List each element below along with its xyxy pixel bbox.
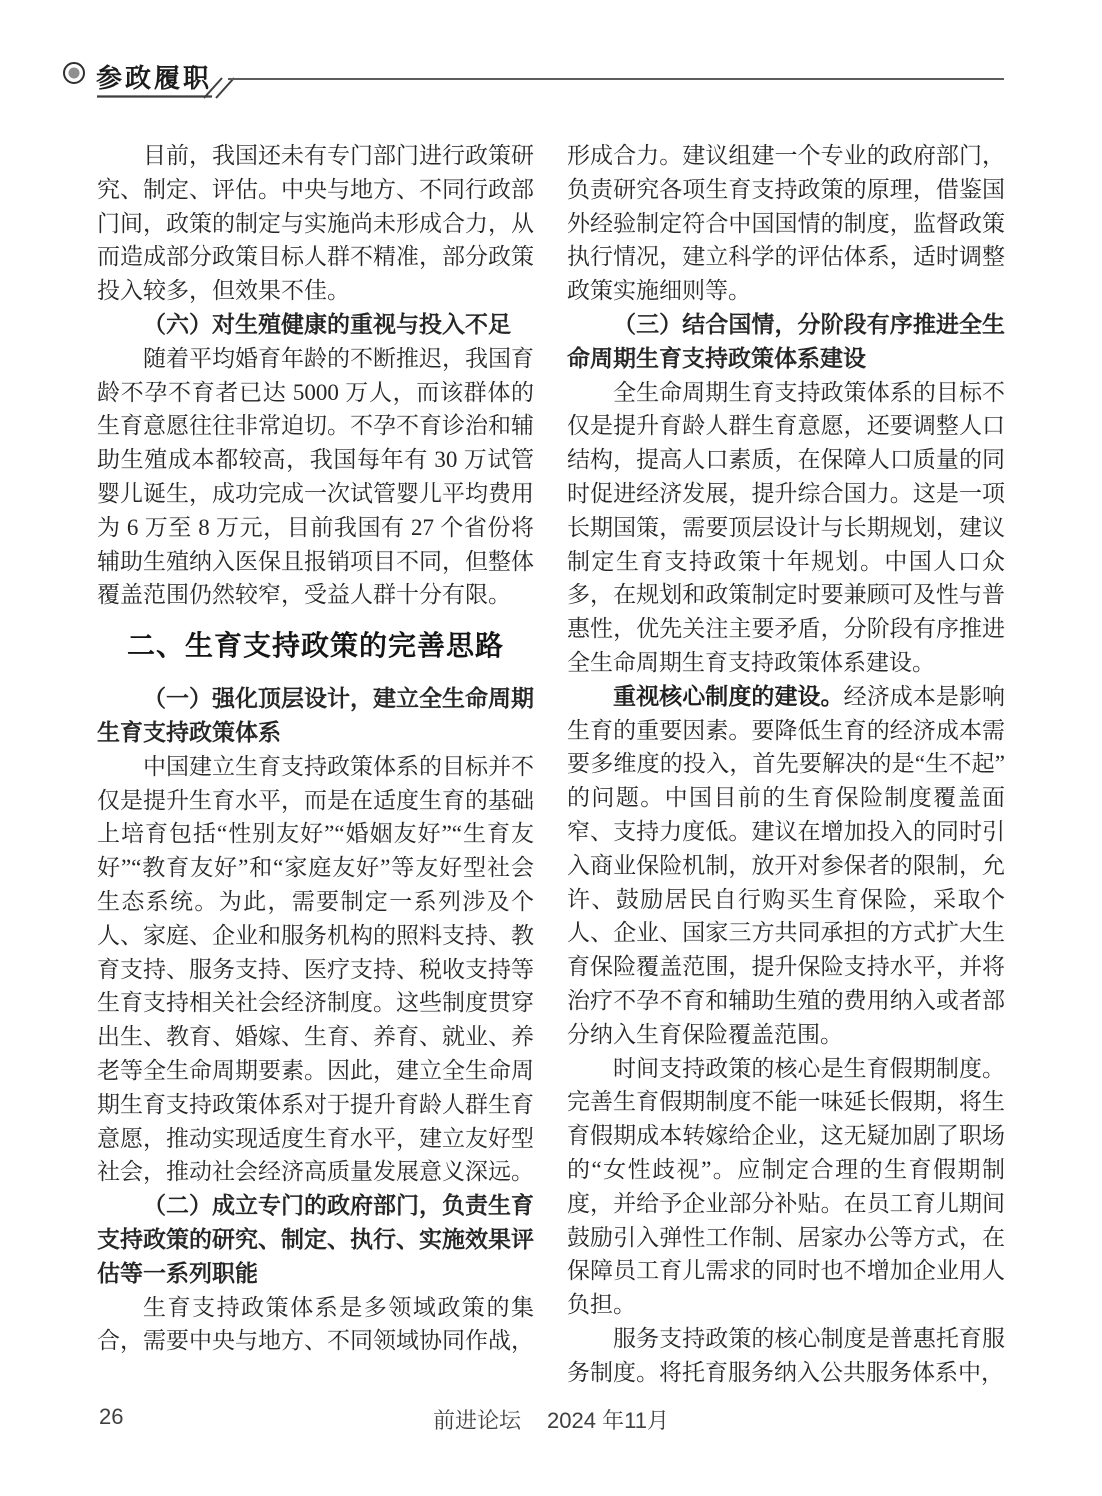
header-rule (60, 55, 1010, 110)
page-number: 26 (99, 1404, 124, 1429)
subheading: （三）结合国情，分阶段有序推进全生命周期生育支持政策体系建设 (567, 311, 1005, 371)
journal-name: 前进论坛 (433, 1408, 522, 1433)
subheading: （二）成立专门的政府部门，负责生育支持政策的研究、制定、执行、实施效果评估等一系列职能 (97, 1193, 534, 1286)
paragraph: 时间支持政策的核心是生育假期制度。完善生育假期制度不能一味延长假期，将生育假期成本转嫁给企业，这无疑加剧了职场的“女性歧视”。应制定合理的生育假期制度，并给予企业部分补贴。在员工育儿期间鼓励引入弹性工作制、居家办公等方式，在保障员工育儿需求的同时也不增加企业用人负担。 (567, 1055, 1005, 1318)
paragraph: 随着平均婚育年龄的不断推迟，我国育龄不孕不育者已达 5000 万人，而该群体的生育意愿往往非常迫切。不孕不育诊治和辅助生殖成本都较高，我国每年有 30 万试管婴儿诞生，成功完成一次试管婴儿平均费用为 6 万至 8 万元，目前我国有 27 个省份将辅助生殖纳入医保且报销项目不同，但整体覆盖范围仍然较窄，受益人群十分有限。 (97, 345, 534, 608)
subheading: （一）强化顶层设计，建立全生命周期生育支持政策体系 (97, 686, 534, 745)
paragraph: 服务支持政策的核心制度是普惠托育服务制度。将托育服务纳入公共服务体系中， (567, 1325, 1005, 1385)
issue-date: 2024 年11月 (547, 1408, 669, 1433)
paragraph: 中国建立生育支持政策体系的目标并不仅是提升生育水平，而是在适度生育的基础上培育包括“性别友好”“婚姻友好”“生育友好”“教育友好”和“家庭友好”等友好型社会生态系统。为此，需要制定一系列涉及个人、家庭、企业和服务机构的照料支持、教育支持、服务支持、医疗支持、税收支持等生育支持相关社会经济制度。这些制度贯穿出生、教育、婚嫁、生育、养育、就业、养老等全生命周期要素。因此，建立全生命周期生育支持政策体系对于提升育龄人群生育意愿，推动实现适度生育水平，建立友好型社会，推动社会经济高质量发展意义深远。 (97, 753, 534, 1185)
section-title: 二、生育支持政策的完善思路 (126, 630, 504, 662)
right-column (567, 139, 1005, 1389)
paragraph: 生育支持政策体系是多领域政策的集合，需要中央与地方、不同领域协同作战， (97, 1294, 534, 1354)
paragraph-text: 经济成本是影响生育的重要因素。要降低生育的经济成本需要多维度的投入，首先要解决的是“生不起”的问题。中国目前的生育保险制度覆盖面窄、支持力度低。建议在增加投入的同时引入商业保险机制，放开对参保者的限制，允许、鼓励居民自行购买生育保险，采取个人、企业、国家三方共同承担的方式扩大生育保险覆盖范围，提升保险支持水平，并将治疗不孕不育和辅助生殖的费用纳入或者部分纳入生育保险覆盖范围。 (567, 683, 1005, 1047)
column-tag: 参政履职 (96, 64, 213, 93)
left-column (97, 139, 534, 1358)
paragraph (567, 680, 1005, 1052)
paragraph: 目前，我国还未有专门部门进行政策研究、制定、评估。中央与地方、不同行政部门间，政策的制定与实施尚未形成合力，从而造成部分政策目标人群不精准，部分政策投入较多，但效果不佳。 (97, 143, 534, 304)
paragraph: 形成合力。建议组建一个专业的政府部门，负责研究各项生育支持政策的原理，借鉴国外经验制定符合中国国情的制度，监督政策执行情况，建立科学的评估体系，适时调整政策实施细则等。 (567, 143, 1005, 304)
paragraph: 全生命周期生育支持政策体系的目标不仅是提升育龄人群生育意愿，还要调整人口结构，提高人口素质，在保障人口质量的同时促进经济发展，提升综合国力。这是一项长期国策，需要顶层设计与长期规划，建议制定生育支持政策十年规划。中国人口众多，在规划和政策制定时要兼顾可及性与普惠性，优先关注主要矛盾，分阶段有序推进全生命周期生育支持政策体系建设。 (567, 379, 1005, 675)
subheading: （六）对生殖健康的重视与投入不足 (143, 311, 511, 337)
paragraph-lead: 重视核心制度的建设。 (613, 683, 844, 709)
page-footer (0, 1402, 1102, 1432)
footer-center (0, 1404, 1102, 1435)
